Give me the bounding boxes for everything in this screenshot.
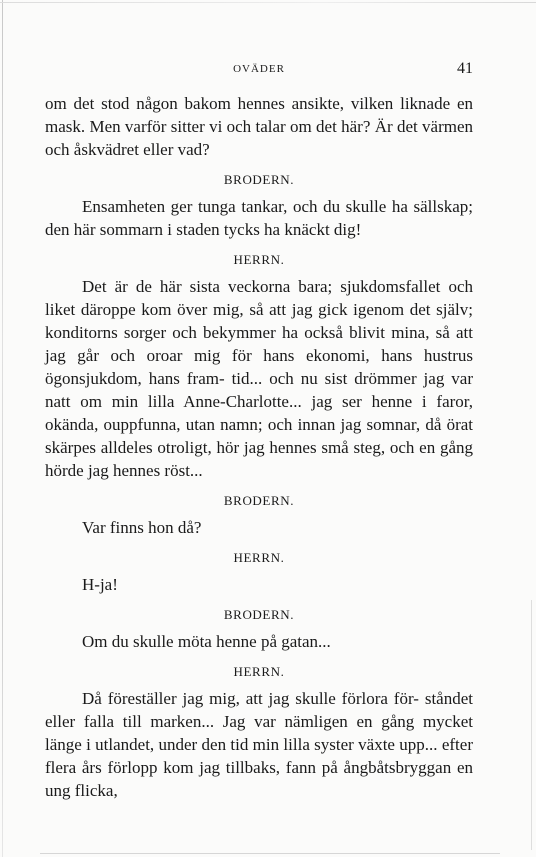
- page-header: [45, 60, 473, 82]
- text-line: hans ekonomi, hans hustrus ögonsjukdom, hans fram-: [45, 346, 473, 388]
- text-line: och en gång hörde jag hennes röst...: [45, 438, 473, 480]
- text-paragraph: [45, 687, 473, 802]
- text-line: lilla syster växte upp... efter flera års förlopp kom: [45, 735, 473, 777]
- text-line: liknade en mask. Men varför sitter vi och talar om: [45, 94, 473, 136]
- scan-edge-left: [2, 0, 3, 857]
- text-line: Det är de här sista veckorna bara; sjukdomsfallet: [82, 277, 441, 296]
- text-line: sällskap; den här sommarn i staden tycks ha knäckt: [45, 197, 473, 239]
- scan-edge-top: [0, 2, 536, 3]
- text-line: H-ja!: [82, 575, 118, 594]
- text-line: jag tillbaks, fann på ångbåtsbryggan en ung flicka,: [45, 758, 473, 800]
- text-line: örat skärpes alldeles otroligt, hör jag hennes små steg,: [45, 415, 474, 457]
- text-line: tid... och nu sist drömmer jag var natt om min lilla: [45, 369, 473, 411]
- text-paragraph: [45, 516, 473, 539]
- speaker-label: BRODERN.: [223, 172, 295, 187]
- text-line: Var finns hon då?: [82, 518, 202, 537]
- text-line: och liket däroppe kom över mig, så att jag gick: [45, 277, 473, 319]
- speaker-label: HERRN.: [233, 252, 285, 267]
- running-title: OVÄDER: [233, 63, 285, 75]
- text-paragraph: [45, 573, 473, 596]
- scan-edge-bottom: [40, 853, 500, 854]
- text-paragraph: [45, 275, 473, 482]
- speaker-label: HERRN.: [233, 664, 285, 679]
- text-paragraph: [45, 195, 473, 241]
- text-line: en gång mycket länge i utlandet, under den tid min: [45, 712, 473, 754]
- text-line: dig!: [333, 220, 362, 239]
- text-line: ouppfunna, utan namn; och innan jag somnar, då: [103, 415, 442, 434]
- text-line: Anne-Charlotte... jag ser henne i faror, okända,: [45, 392, 474, 434]
- text-line: också blivit mina, så att jag går och oroar mig för: [45, 323, 473, 365]
- page-text: [45, 92, 473, 802]
- text-line: igenom det själv; konditorns sorger och bekymmer ha: [45, 300, 473, 342]
- text-line: Ensamheten ger tunga tankar, och du skulle ha: [82, 197, 408, 216]
- text-paragraph: [45, 630, 473, 653]
- text-line: ståndet eller falla till marken... Jag var nämligen: [45, 689, 473, 731]
- speaker-label: BRODERN.: [223, 493, 295, 508]
- text-line: det här? Är det värmen och åskvädret eller vad?: [45, 117, 474, 159]
- text-line: Om du skulle möta henne på gatan...: [82, 632, 331, 651]
- text-paragraph: [45, 92, 473, 161]
- scan-edge-right: [531, 600, 532, 850]
- text-line: om det stod någon bakom hennes ansikte, vilken: [45, 94, 394, 113]
- text-line: Då föreställer jag mig, att jag skulle förlora för-: [82, 689, 419, 708]
- page-number: 41: [457, 60, 473, 77]
- speaker-label: HERRN.: [233, 550, 285, 565]
- speaker-label: BRODERN.: [223, 607, 295, 622]
